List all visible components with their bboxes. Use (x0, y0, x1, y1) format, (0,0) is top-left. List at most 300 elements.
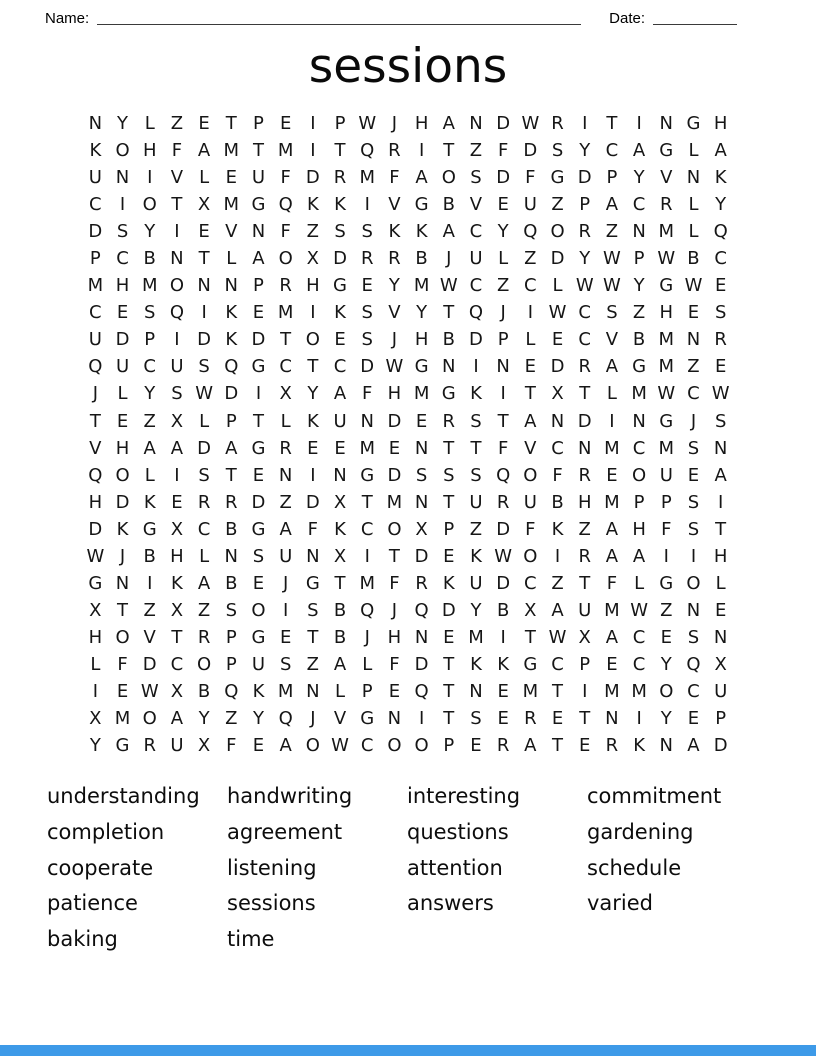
grid-letter: T (524, 383, 536, 405)
grid-letter: B (225, 572, 238, 594)
grid-letter: Y (579, 140, 591, 162)
grid-letter: A (605, 194, 619, 216)
grid-letter: M (631, 383, 647, 405)
grid-letter: X (89, 708, 102, 730)
grid-letter: N (224, 275, 239, 297)
grid-letter: D (360, 356, 375, 378)
grid-letter: Q (523, 221, 538, 243)
grid-letter: N (115, 572, 130, 594)
grid-letter: E (225, 167, 237, 189)
grid-letter: S (334, 221, 346, 243)
grid-letter: E (388, 437, 401, 459)
grid-letter: V (89, 437, 102, 459)
grid-letter: K (306, 410, 319, 432)
grid-letter: M (658, 437, 675, 459)
grid-letter: B (225, 518, 238, 540)
grid-letter: N (414, 437, 429, 459)
grid-letter: E (116, 302, 129, 324)
grid-letter: G (686, 113, 701, 135)
grid-letter: X (306, 248, 320, 270)
grid-letter: F (280, 167, 291, 189)
grid-letter: Q (414, 599, 429, 621)
grid-letter: C (143, 356, 156, 378)
grid-letter: Z (143, 599, 156, 621)
grid-letter: S (470, 167, 482, 189)
grid-letter: T (443, 681, 455, 702)
header (0, 0, 816, 27)
grid-letter: Y (579, 248, 591, 270)
grid-letter: U (469, 248, 483, 270)
grid-letter: V (225, 221, 238, 243)
grid-letter: R (578, 545, 591, 567)
grid-letter: O (686, 572, 701, 594)
grid-letter: E (415, 410, 428, 432)
grid-letter: A (279, 518, 292, 540)
word-item: cooperate (47, 855, 154, 880)
word-list (47, 781, 816, 959)
grid-letter: E (116, 681, 129, 702)
grid-letter: V (524, 437, 537, 459)
grid-letter: X (333, 545, 347, 567)
grid-letter: P (497, 329, 509, 351)
grid-letter: X (551, 383, 564, 405)
grid-letter: Y (117, 113, 129, 135)
name-line (97, 22, 581, 25)
grid-letter: A (225, 437, 238, 459)
grid-letter: T (334, 140, 346, 162)
grid-letter: U (523, 491, 537, 513)
grid-letter: E (497, 681, 509, 702)
grid-letter: T (171, 194, 183, 216)
grid-letter: A (605, 626, 619, 648)
grid-letter: F (389, 572, 400, 594)
grid-letter: X (170, 599, 184, 621)
grid-letter: L (90, 653, 101, 675)
grid-letter: S (470, 410, 482, 432)
grid-letter: Y (252, 708, 264, 730)
grid-letter: K (415, 221, 428, 243)
grid-letter: Z (524, 248, 537, 270)
grid-letter: M (359, 437, 375, 459)
grid-letter: O (197, 653, 212, 675)
grid-letter: M (658, 221, 675, 243)
grid-letter: H (577, 491, 592, 513)
grid-letter: W (86, 545, 105, 567)
grid-letter: D (115, 491, 130, 513)
grid-letter: M (658, 356, 675, 378)
grid-letter: N (469, 681, 483, 702)
grid-letter: N (659, 113, 674, 135)
grid-letter: E (334, 437, 346, 459)
grid-letter: G (333, 275, 347, 297)
grid-letter: K (225, 329, 238, 351)
grid-letter: Z (469, 140, 483, 162)
grid-letter: P (361, 681, 373, 702)
grid-letter: X (89, 599, 102, 621)
grid-letter: L (688, 140, 699, 162)
grid-letter: C (687, 681, 700, 702)
grid-letter: N (278, 464, 293, 486)
grid-letter: U (170, 735, 184, 757)
grid-letter: T (470, 437, 482, 459)
grid-letter: M (604, 681, 620, 702)
grid-letter: K (306, 194, 319, 216)
grid-letter: M (359, 572, 375, 594)
word-item: patience (47, 891, 138, 916)
grid-letter: G (659, 275, 674, 297)
grid-letter: M (114, 708, 131, 730)
grid-letter: P (225, 410, 237, 432)
puzzle-title: sessions (308, 39, 508, 94)
grid-letter: S (144, 302, 156, 324)
word-list-column (227, 781, 407, 959)
grid-letter: R (388, 248, 401, 270)
grid-letter: W (439, 275, 458, 297)
grid-letter: M (604, 491, 620, 513)
grid-letter: D (115, 329, 130, 351)
grid-letter: V (170, 167, 184, 189)
grid-letter: W (521, 113, 540, 135)
grid-letter: E (714, 356, 727, 378)
grid-letter: Z (225, 708, 238, 730)
grid-letter: E (252, 572, 265, 594)
grid-letter: S (307, 599, 319, 621)
grid-letter: G (523, 653, 538, 675)
grid-letter: E (606, 653, 618, 675)
grid-letter: L (525, 329, 536, 351)
grid-letter: I (310, 302, 316, 324)
grid-letter: T (198, 248, 210, 270)
grid-letter: E (687, 302, 700, 324)
grid-letter: P (334, 113, 346, 135)
grid-letter: M (658, 329, 675, 351)
grid-letter: O (550, 221, 565, 243)
grid-letter: J (446, 248, 452, 270)
grid-letter: T (307, 356, 319, 378)
grid-letter: P (89, 248, 101, 270)
grid-letter: O (523, 545, 538, 567)
grid-letter: A (279, 735, 292, 757)
grid-letter: E (198, 221, 210, 243)
grid-letter: N (306, 681, 320, 702)
grid-letter: A (605, 545, 619, 567)
grid-letter: H (88, 491, 103, 513)
grid-letter: J (364, 626, 370, 648)
grid-letter: H (713, 113, 728, 135)
grid-letter: D (550, 248, 565, 270)
grid-letter: F (117, 653, 128, 675)
grid-letter: G (88, 572, 103, 594)
grid-letter: I (500, 383, 506, 405)
grid-letter: W (711, 383, 730, 405)
grid-letter: D (142, 653, 157, 675)
grid-letter: R (225, 491, 238, 513)
word-item: commitment (587, 784, 722, 809)
grid-letter: E (307, 437, 319, 459)
grid-letter: S (198, 356, 210, 378)
grid-letter: N (577, 437, 592, 459)
grid-letter: C (469, 221, 483, 243)
grid-letter: R (415, 572, 428, 594)
grid-letter: D (387, 464, 402, 486)
grid-letter: W (548, 302, 567, 324)
grid-letter: X (415, 518, 428, 540)
word-item: gardening (587, 819, 694, 844)
grid-letter: T (497, 410, 509, 432)
grid-letter: K (334, 302, 346, 324)
grid-letter: Z (660, 599, 673, 621)
grid-letter: A (714, 140, 727, 162)
grid-letter: L (199, 167, 210, 189)
grid-letter: V (660, 167, 673, 189)
grid-letter: Z (197, 599, 211, 621)
word-item: varied (587, 891, 654, 916)
grid-letter: U (251, 653, 266, 675)
grid-letter: T (443, 653, 455, 675)
grid-letter: T (307, 626, 319, 648)
grid-letter: O (278, 248, 293, 270)
grid-letter: G (550, 167, 565, 189)
word-search-grid (82, 110, 735, 759)
word-item: baking (47, 926, 118, 951)
grid-letter: O (251, 599, 266, 621)
grid-letter: X (197, 194, 211, 216)
grid-letter: Q (224, 356, 239, 378)
grid-letter: M (386, 491, 403, 513)
grid-letter: K (714, 167, 727, 189)
grid-letter: W (358, 113, 377, 135)
grid-letter: F (497, 140, 509, 162)
grid-letter: I (554, 545, 561, 567)
grid-letter: M (468, 626, 484, 648)
grid-letter: C (687, 383, 700, 405)
grid-letter: R (551, 113, 564, 135)
grid-letter: J (92, 383, 98, 405)
grid-letter: Y (660, 653, 672, 675)
grid-letter: B (197, 681, 211, 702)
grid-letter: Q (414, 681, 429, 702)
grid-letter: E (714, 599, 727, 621)
grid-letter: Y (144, 221, 156, 243)
grid-letter: D (88, 221, 103, 243)
grid-letter: S (551, 140, 564, 162)
grid-letter: J (391, 599, 398, 621)
grid-letter: S (171, 383, 183, 405)
grid-letter: I (663, 545, 669, 567)
grid-letter: N (387, 708, 402, 730)
grid-letter: S (687, 437, 700, 459)
grid-letter: I (283, 599, 289, 621)
grid-letter: F (389, 167, 400, 189)
grid-letter: R (578, 356, 591, 378)
grid-letter: E (714, 275, 727, 297)
grid-letter: K (252, 681, 265, 702)
grid-letter: C (279, 356, 292, 378)
grid-letter: Y (307, 383, 319, 405)
grid-letter: G (659, 140, 674, 162)
grid-letter: H (414, 329, 429, 351)
grid-letter: S (714, 302, 727, 324)
grid-letter: K (171, 572, 183, 594)
grid-letter: C (714, 248, 727, 270)
grid-letter: R (279, 437, 292, 459)
grid-letter: I (147, 572, 153, 594)
grid-letter: S (116, 221, 129, 243)
grid-letter: Q (278, 708, 293, 730)
grid-letter: Q (278, 194, 293, 216)
grid-letter: D (224, 383, 239, 405)
grid-letter: O (115, 626, 130, 648)
grid-letter: C (360, 735, 374, 757)
grid-letter: S (361, 329, 373, 351)
grid-letter: U (88, 329, 102, 351)
grid-letter: X (170, 518, 184, 540)
grid-letter: I (119, 194, 126, 216)
grid-letter: G (360, 708, 375, 730)
grid-letter: D (333, 248, 347, 270)
grid-letter: R (524, 708, 537, 730)
grid-letter: M (522, 681, 539, 702)
grid-letter: L (688, 194, 699, 216)
grid-letter: K (551, 518, 564, 540)
word-list-column (587, 781, 767, 959)
grid-letter: W (603, 275, 621, 297)
grid-letter: T (89, 410, 101, 432)
grid-letter: C (632, 437, 646, 459)
grid-letter: U (88, 167, 102, 189)
date-label: Date: (609, 10, 645, 27)
grid-letter: L (634, 572, 645, 594)
grid-letter: O (659, 681, 674, 702)
grid-letter: M (604, 599, 620, 621)
grid-letter: A (170, 708, 184, 730)
grid-letter: P (633, 491, 645, 513)
grid-letter: I (364, 545, 370, 567)
grid-letter: A (524, 410, 537, 432)
word-list-column (47, 781, 227, 959)
grid-letter: R (360, 248, 374, 270)
grid-letter: T (579, 572, 591, 594)
grid-letter: B (632, 329, 646, 351)
grid-letter: I (473, 356, 479, 378)
grid-letter: E (470, 735, 482, 757)
grid-letter: W (331, 735, 349, 757)
grid-letter: I (418, 708, 425, 730)
grid-letter: W (195, 383, 213, 405)
grid-letter: W (494, 545, 513, 567)
grid-letter: N (713, 626, 728, 648)
grid-letter: I (174, 464, 180, 486)
grid-letter: C (632, 194, 646, 216)
word-item: listening (227, 855, 317, 880)
grid-letter: N (115, 167, 130, 189)
grid-letter: D (414, 653, 429, 675)
grid-letter: A (442, 221, 455, 243)
footer-bar (0, 1045, 816, 1056)
grid-letter: Z (551, 194, 564, 216)
grid-letter: K (633, 735, 645, 757)
grid-letter: Q (686, 653, 701, 675)
grid-letter: E (171, 491, 183, 513)
grid-letter: M (413, 275, 430, 297)
grid-letter: R (197, 626, 211, 648)
grid-letter: Z (605, 221, 619, 243)
grid-letter: O (169, 275, 184, 297)
grid-letter: N (496, 356, 510, 378)
grid-letter: H (170, 545, 184, 567)
grid-letter: C (578, 329, 591, 351)
grid-letter: I (364, 194, 370, 216)
grid-letter: D (496, 167, 511, 189)
grid-letter: C (632, 653, 646, 675)
grid-letter: D (550, 356, 565, 378)
grid-letter: E (606, 464, 618, 486)
grid-letter: X (197, 735, 211, 757)
grid-letter: D (197, 437, 212, 459)
grid-letter: D (496, 113, 511, 135)
grid-letter: E (687, 708, 700, 730)
grid-letter: B (143, 545, 156, 567)
grid-letter: D (523, 140, 538, 162)
grid-letter: V (143, 626, 156, 648)
grid-letter: R (660, 194, 673, 216)
grid-letter: C (524, 275, 537, 297)
grid-letter: A (143, 437, 156, 459)
grid-letter: U (469, 572, 483, 594)
grid-letter: Q (88, 356, 103, 378)
grid-letter: E (660, 626, 672, 648)
name-label: Name: (45, 10, 90, 27)
grid-letter: S (687, 491, 700, 513)
grid-letter: U (578, 599, 592, 621)
grid-letter: P (144, 329, 156, 351)
grid-letter: R (578, 464, 591, 486)
grid-letter: L (280, 410, 291, 432)
grid-letter: K (89, 140, 102, 162)
grid-letter: J (119, 545, 126, 567)
grid-letter: F (525, 518, 536, 540)
grid-letter: S (687, 626, 700, 648)
grid-letter: V (388, 302, 401, 324)
grid-letter: A (333, 653, 347, 675)
grid-letter: O (441, 167, 456, 189)
grid-letter: N (360, 410, 374, 432)
grid-letter: I (582, 113, 588, 135)
grid-letter: J (310, 708, 316, 730)
grid-letter: Y (198, 708, 210, 730)
grid-letter: Z (632, 302, 646, 324)
grid-letter: X (714, 653, 727, 675)
grid-letter: E (443, 545, 455, 567)
grid-letter: J (283, 572, 289, 594)
grid-letter: C (551, 653, 564, 675)
grid-letter: D (251, 329, 266, 351)
grid-letter: C (116, 248, 129, 270)
grid-letter: V (605, 329, 619, 351)
grid-letter: P (633, 248, 645, 270)
grid-letter: J (500, 302, 506, 324)
grid-letter: F (606, 572, 618, 594)
grid-letter: N (251, 221, 266, 243)
grid-letter: D (469, 329, 483, 351)
grid-letter: H (387, 383, 402, 405)
grid-letter: D (577, 167, 592, 189)
grid-letter: P (253, 275, 264, 297)
grid-letter: G (632, 356, 647, 378)
grid-letter: E (252, 302, 265, 324)
grid-letter: N (686, 329, 701, 351)
grid-letter: X (170, 681, 184, 702)
